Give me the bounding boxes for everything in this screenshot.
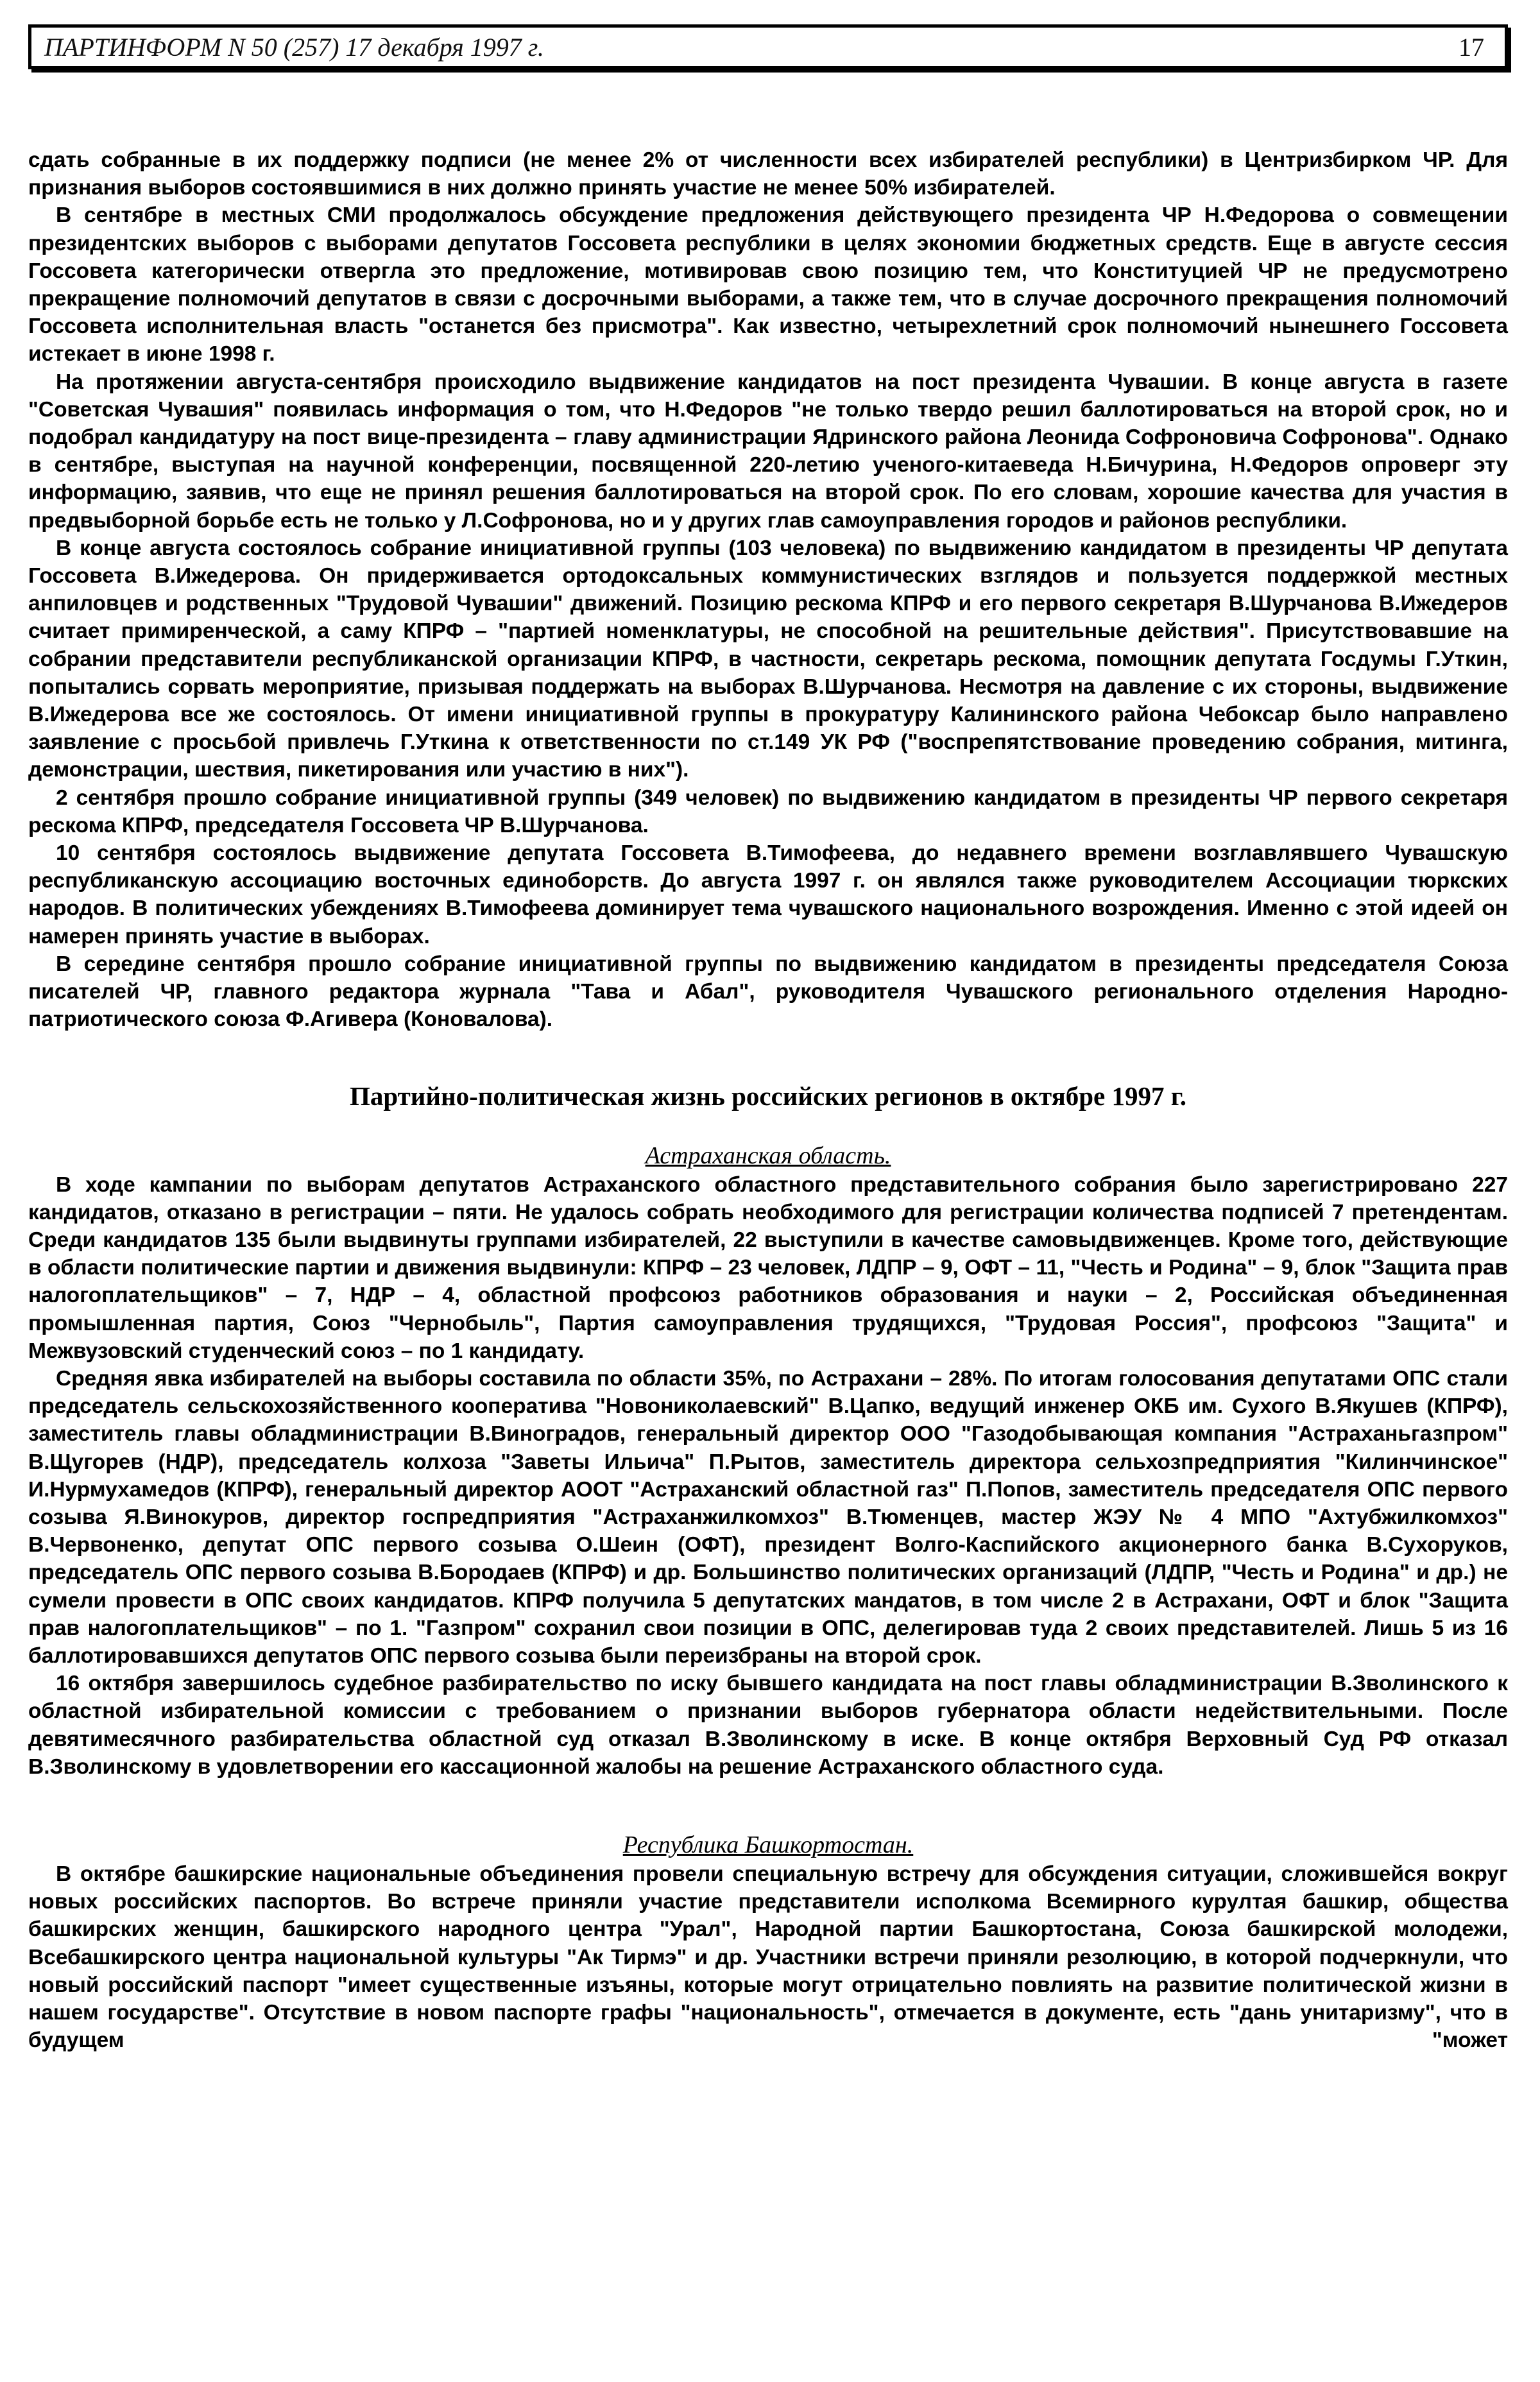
paragraph: Средняя явка избирателей на выборы составила по области 35%, по Астрахани – 28%. По итогам голосования депутатами ОПС стали председатель сельскохозяйственного кооператива "Новониколаевский" В.Цапко, ведущий инженер ОКБ им. Сухого В.Якушев (КПРФ), заместитель главы обладминистрации В.Виноградов, генеральный директор ООО "Газодобывающая компания "Астраханьгазпром" В.Щугорев (НДР), председатель колхоза "Заветы Ильича" П.Рытов, заместитель директора сельхозпредприятия "Килинчинское" И.Нурмухамедов (КПРФ), генеральный директор АООТ "Астраханский областной газ" П.Попов, заместитель председателя ОПС первого созыва Я.Винокуров, директор госпредприятия "Астраханжилкомхоз" В.Тюменцев, мастер ЖЭУ № 4 МПО "Ахтубжилкомхоз" В.Червоненко, депутат ОПС первого созыва О.Шеин (ОФТ), президент Волго-Каспийского акционерного банка В.Сухоруков, председатель ОПС первого созыва В.Бородаев (КПРФ) и др. Большинство политических организаций (ЛДПР, "Честь и Родина" и др.) не сумели провести в ОПС своих кандидатов. КПРФ получила 5 депутатских мандатов, в том числе 2 в Астрахани, ОФТ и блок "Защита прав налогоплательщиков" – по 1. "Газпром" сохранил свои позиции в ОПС, делегировав туда 2 своих представителей. Лишь 5 из 16 баллотировавшихся депутатов ОПС первого созыва были переизбраны на второй срок.	[28, 1366, 1508, 1668]
page-header	[28, 24, 1508, 69]
article-body	[28, 146, 1508, 2054]
paragraph: На протяжении августа-сентября происходило выдвижение кандидатов на пост президента Чувашии. В конце августа в газете "Советская Чувашия" появилась информация о том, что Н.Федоров "не только твердо решил баллотироваться на второй срок, но и подобрал кандидатуру на пост вице-президента – главу администрации Ядринского района Леонида Софроновича Софронова". Однако в сентябре, выступая на научной конференции, посвященной 220-летию ученого-китаеведа Н.Бичурина, Н.Федоров опроверг эту информацию, заявив, что еще не принял решения баллотироваться на второй срок. По его словам, хорошие качества для участия в предвыборной борьбе есть не только у Л.Софронова, но и у других глав самоуправления городов и районов республики.	[28, 370, 1508, 533]
paragraph: В середине сентября прошло собрание инициативной группы по выдвижению кандидатом в президенты председателя Союза писателей ЧР, главного редактора журнала "Тава и Абал", руководителя Чувашского регионального отделения Народно-патриотического союза Ф.Агивера (Коновалова).	[28, 952, 1508, 1032]
paragraph: 16 октября завершилось судебное разбирательство по иску бывшего кандидата на пост главы обладминистрации В.Зволинского к областной избирательной комиссии с требованием о признании выборов губернатора области недействительными. После девятимесячного разбирательства областной суд отказал В.Зволинскому в иске. В конце октября Верховный Суд РФ отказал В.Зволинскому в удовлетворении его кассационной жалобы на решение Астраханского областного суда.	[28, 1672, 1508, 1779]
paragraph: В конце августа состоялось собрание инициативной группы (103 человека) по выдвижению кандидатом в президенты ЧР депутата Госсовета В.Ижедерова. Он придерживается ортодоксальных коммунистических взглядов и пользуется поддержкой местных анпиловцев и родственных "Трудовой Чувашии" движений. Позицию рескома КПРФ и его первого секретаря В.Шурчанова В.Ижедеров считает примиренческой, а саму КПРФ – "партией номенклатуры, не способной на решительные действия". Присутствовавшие на собрании представители республиканской организации КПРФ, в частности, секретарь рескома, помощник депутата Госдумы Г.Уткин, попытались сорвать мероприятие, призывая поддержать на выборах В.Шурчанова. Несмотря на давление с их стороны, выдвижение В.Ижедерова все же состоялось. От имени инициативной группы в прокуратуру Калининского района Чебоксар было направлено заявление с просьбой привлечь Г.Уткина к ответственности по ст.149 УК РФ ("воспрепятствование проведению собрания, митинга, демонстрации, шествия, пикетирования или участию в них").	[28, 536, 1508, 782]
paragraph: В ходе кампании по выборам депутатов Астраханского областного представительного собрания было зарегистрировано 227 кандидатов, отказано в регистрации – пяти. Не удалось собрать необходимого для регистрации количества подписей 7 претендентам. Среди кандидатов 135 были выдвинуты группами избирателей, 22 выступили в качестве самовыдвиженцев. Кроме того, действующие в области политические партии и движения выдвинули: КПРФ – 23 человек, ЛДПР – 9, ОФТ – 11, "Честь и Родина" – 9, блок "Защита прав налогоплательщиков" – 7, НДР – 4, областной профсоюз работников образования и науки – 2, Российская объединенная промышленная партия, Союз "Чернобыль", Партия самоуправления трудящихся, "Трудовая Россия", профсоюз "Защита" и Межвузовский студенческий союз – по 1 кандидату.	[28, 1172, 1508, 1363]
paragraph: В сентябре в местных СМИ продолжалось обсуждение предложения действующего президента ЧР Н.Федорова о совмещении президентских выборов с выборами депутатов Госсовета республики в целях экономии бюджетных средств. Еще в августе сессия Госсовета категорически отвергла это предложение, мотивировав свою позицию тем, что Конституцией ЧР не предусмотрено прекращение полномочий депутатов в связи с досрочными выборами, а также тем, что в случае досрочного прекращения полномочий Госсовета исполнительная власть "останется без присмотра". Как известно, четырехлетний срок полномочий нынешнего Госсовета истекает в июне 1998 г.	[28, 203, 1508, 366]
region-heading-astrakhan: Астраханская область.	[645, 1142, 891, 1169]
paragraph: 2 сентября прошло собрание инициативной группы (349 человек) по выдвижению кандидатом в президенты ЧР первого секретаря рескома КПРФ, председателя Госсовета ЧР В.Шурчанова.	[28, 785, 1508, 837]
paragraph: 10 сентября состоялось выдвижение депутата Госсовета В.Тимофеева, до недавнего времени возглавлявшего Чувашскую республиканскую ассоциацию восточных единоборств. До августа 1997 г. он являлся также руководителем Ассоциации тюркских народов. В политических убеждениях В.Тимофеева доминирует тема чувашского национального возрождения. Именно с этой идеей он намерен принять участие в выборах.	[28, 841, 1508, 948]
paragraph: В октябре башкирские национальные объединения провели специальную встречу для обсуждения ситуации, сложившейся вокруг новых российских паспортов. Во встрече приняли участие представители исполкома Всемирного курултая башкир, общества башкирских женщин, башкирского народного центра "Урал", Народной партии Башкортостана, Союза башкирской молодежи, Всебашкирского центра национальной культуры "Ак Тирмэ" и др. Участники встречи приняли резолюцию, в которой подчеркнули, что новый российский паспорт "имеет существенные изъяны, которые могут отрицательно повлиять на развитие политической жизни в нашем государстве". Отсутствие в новом паспорте графы "национальность", отмечается в документе, есть "дань унитаризму", что в будущем "может	[28, 1862, 1508, 2053]
region-heading-bashkortostan: Республика Башкортостан.	[622, 1831, 914, 1858]
page-number: 17	[1459, 32, 1484, 62]
section-title: Партийно-политическая жизнь российских регионов в октябре 1997 г.	[349, 1081, 1187, 1111]
paragraph: сдать собранные в их поддержку подписи (не менее 2% от численности всех избирателей республики) в Центризбирком ЧР. Для признания выборов состоявшимися в них должно принять участие не менее 50% избирателей.	[28, 148, 1508, 200]
page	[28, 24, 1508, 2054]
publication-title: ПАРТИНФОРМ N 50 (257) 17 декабря 1997 г.	[44, 32, 544, 62]
